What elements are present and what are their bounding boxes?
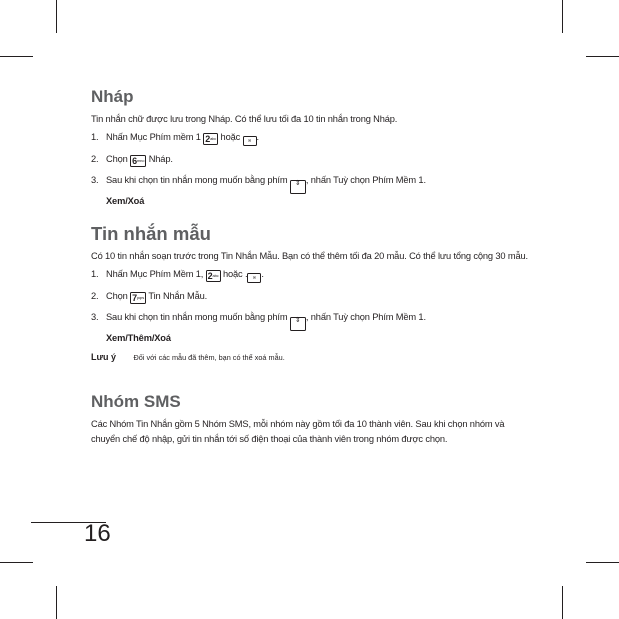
note-text: Đối với các mẫu đã thêm, bạn có thể xoá mẫu. <box>133 353 285 362</box>
section-intro: Tin nhắn chữ được lưu trong Nháp. Có thể lưu tối đa 10 tin nhắn trong Nháp. <box>91 114 398 124</box>
steps-list <box>91 267 531 346</box>
note <box>91 350 531 365</box>
page-content <box>91 86 531 447</box>
step-item: 3. Sau khi chọn tin nhắn mong muốn bằng phím ⇕ , nhấn Tuỳ chọn Phím Mềm 1. Xem/Xoá <box>91 173 531 209</box>
section-sms-group <box>91 391 531 447</box>
navigation-key-icon: ⇕ <box>290 317 306 331</box>
step-item: 2. Chọn $6^{mno}$ Nháp. <box>91 154 173 166</box>
step-item: 3. Sau khi chọn tin nhắn mong muốn bằng phím ⇕ , nhấn Tuỳ chọn Phím Mềm 1. Xem/Thêm/Xoá <box>91 310 531 346</box>
message-key-icon: ✉ <box>243 136 257 146</box>
crop-mark <box>586 562 619 563</box>
message-key-icon: ✉ <box>247 273 261 283</box>
crop-mark <box>562 0 563 33</box>
page-number: 16 <box>84 520 111 547</box>
crop-mark <box>0 56 33 57</box>
section-draft <box>91 86 531 209</box>
section-title: Nháp <box>91 87 134 106</box>
note-label: Lưu ý <box>91 352 117 362</box>
menu-path: Xem/Thêm/Xoá <box>106 333 171 343</box>
crop-mark <box>562 586 563 619</box>
section-intro: Các Nhóm Tin Nhắn gồm 5 Nhóm SMS, mỗi nhóm này gồm tối đa 10 thành viên. Sau khi chọn nhóm và chuyển chế độ nhập, gửi tin nhắn tới số điện thoại của thành viên trong nhóm được chọn. <box>91 419 505 444</box>
key-7-icon: $7^{pqrs}$ <box>132 293 145 303</box>
steps-list <box>91 130 531 209</box>
section-title: Nhóm SMS <box>91 392 181 411</box>
key-2-icon: $2^{abc}$ <box>207 271 219 281</box>
navigation-key-icon: ⇕ <box>290 180 306 194</box>
section-title: Tin nhắn mẫu <box>91 223 211 244</box>
crop-mark <box>56 0 57 33</box>
step-item: 1. Nhấn Mục Phím Mềm 1, $2^{abc}$ hoặc . ✉ . <box>91 269 264 281</box>
menu-path: Xem/Xoá <box>106 196 145 206</box>
crop-mark <box>586 56 619 57</box>
step-item: 1. Nhấn Mục Phím mềm 1 $2^{abc}$ hoặc ✉ . <box>91 132 259 144</box>
crop-mark <box>0 562 33 563</box>
key-6-icon: $6^{mno}$ <box>132 156 145 166</box>
step-item: 2. Chọn $7^{pqrs}$ Tin Nhắn Mẫu. <box>91 291 208 303</box>
key-2-icon: $2^{abc}$ <box>205 134 217 144</box>
crop-mark <box>56 586 57 619</box>
section-templates <box>91 222 531 365</box>
section-intro: Có 10 tin nhắn soạn trước trong Tin Nhắn Mẫu. Bạn có thể thêm tối đa 20 mẫu. Có thể lưu tổng cộng 30 mẫu. <box>91 251 528 261</box>
